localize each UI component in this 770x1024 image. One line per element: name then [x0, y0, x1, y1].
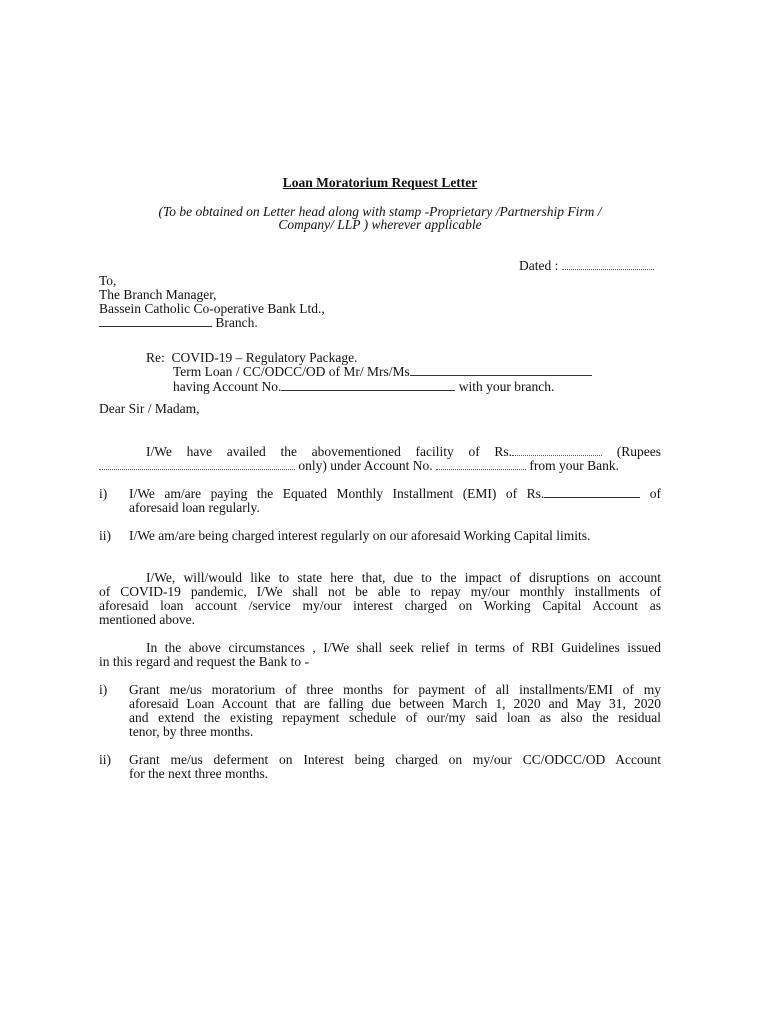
- list-number: i): [99, 486, 108, 501]
- branch-line: [99, 315, 258, 331]
- subtitle-line: Company/ LLP ) wherever applicable: [278, 217, 482, 232]
- account-blank[interactable]: [281, 379, 455, 391]
- branch-label: Branch.: [215, 315, 258, 330]
- account-no-blank[interactable]: [436, 458, 526, 470]
- para1-text: I/We have availed the abovementioned facility of Rs.: [146, 444, 513, 459]
- re-line: [173, 364, 592, 380]
- list-number: ii): [99, 752, 111, 767]
- list-text: I/We am/are paying the Equated Monthly Installment (EMI) of Rs.: [129, 486, 545, 501]
- list-number: i): [99, 682, 108, 697]
- list-item-line: aforesaid Loan Account that are falling due between March 1, 2020 and May 31, 2020: [129, 696, 661, 711]
- re-label: Re:: [146, 350, 165, 365]
- address-line: To,: [99, 273, 117, 288]
- list-text: of: [649, 486, 661, 501]
- document-title: Loan Moratorium Request Letter: [282, 175, 478, 190]
- re-subject: COVID-19 – Regulatory Package.: [171, 350, 358, 365]
- re-branch-text: with your branch.: [458, 379, 555, 394]
- list-item-line: aforesaid loan regularly.: [129, 500, 260, 515]
- dated-label: Dated :: [519, 258, 559, 273]
- re-line: [173, 379, 554, 395]
- re-loan-type: Term Loan / CC/ODCC/OD of Mr/ Mrs/Ms: [173, 364, 410, 379]
- para1-text: (Rupees: [616, 444, 662, 459]
- para2-line: aforesaid loan account /service my/our interest charged on Working Capital Account as: [99, 598, 661, 613]
- para1-text: only) under Account No.: [298, 458, 433, 473]
- re-account-label: having Account No.: [173, 379, 282, 394]
- branch-blank[interactable]: [99, 315, 212, 327]
- list-item-line: and extend the existing repayment schedule of our/my said loan as also the residual: [129, 710, 661, 725]
- list-number: ii): [99, 528, 111, 543]
- para2-line: I/We, will/would like to state here that, due to the impact of disruptions on account: [146, 570, 661, 585]
- dated-field: [519, 258, 654, 274]
- salutation: Dear Sir / Madam,: [99, 401, 200, 416]
- list-item-line: Grant me/us moratorium of three months for payment of all installments/EMI of my: [129, 682, 661, 697]
- list-item-line: Grant me/us deferment on Interest being charged on my/our CC/ODCC/OD Account: [129, 752, 661, 767]
- address-line: The Branch Manager,: [99, 287, 217, 302]
- para2-line: of COVID-19 pandemic, I/We shall not be able to repay my/our monthly installments of: [99, 584, 661, 599]
- date-blank[interactable]: [562, 258, 654, 270]
- subtitle-line: (To be obtained on Letter head along with stamp -Proprietary /Partnership Firm /: [158, 204, 602, 219]
- address-line: Bassein Catholic Co-operative Bank Ltd.,: [99, 301, 325, 316]
- list-item: I/We am/are being charged interest regularly on our aforesaid Working Capital limits.: [129, 528, 591, 543]
- name-blank[interactable]: [410, 364, 592, 376]
- para3-line: in this regard and request the Bank to -: [99, 654, 309, 669]
- para3-line: In the above circumstances , I/We shall seek relief in terms of RBI Guidelines issued: [146, 640, 661, 655]
- para1-text: from your Bank.: [529, 458, 619, 473]
- para2-line: mentioned above.: [99, 612, 195, 627]
- list-item-line: for the next three months.: [129, 766, 269, 781]
- para1-line: [99, 458, 619, 474]
- amount-blank[interactable]: [512, 444, 602, 456]
- list-item-line: tenor, by three months.: [129, 724, 254, 739]
- emi-blank[interactable]: [544, 486, 640, 498]
- rupees-words-blank[interactable]: [99, 458, 295, 470]
